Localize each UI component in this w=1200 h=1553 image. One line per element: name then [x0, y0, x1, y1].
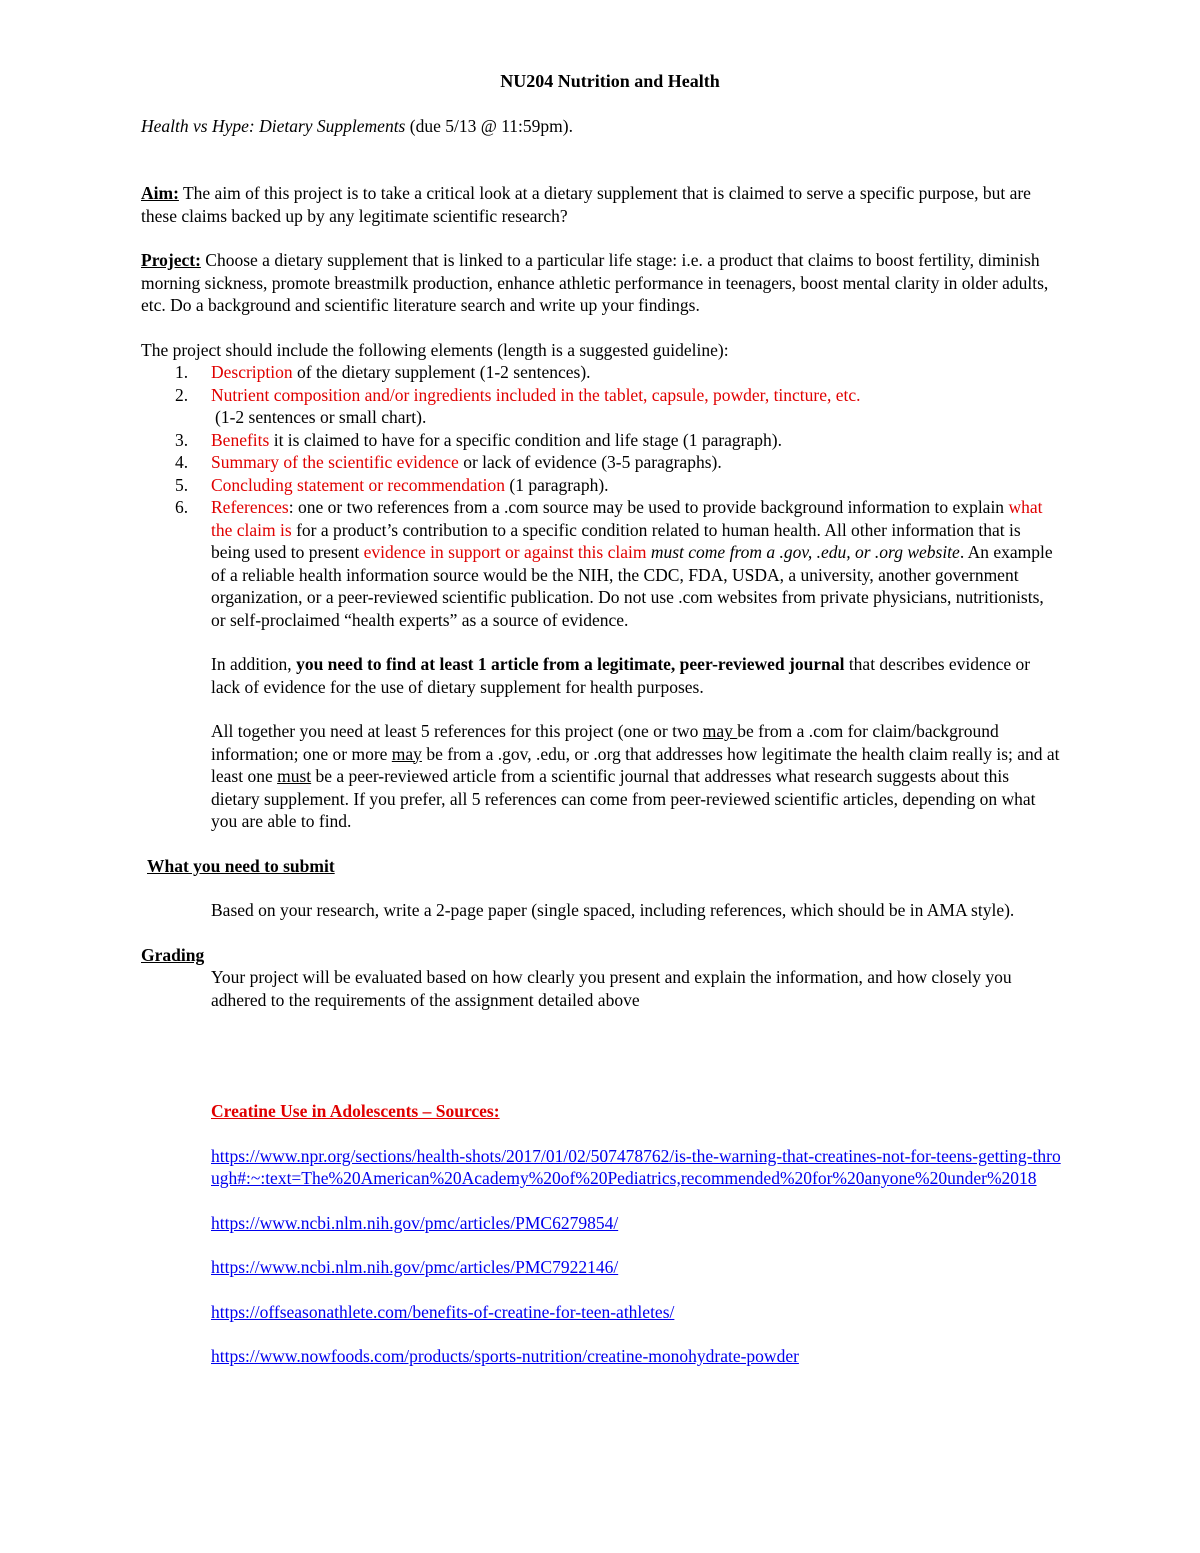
all-text-2: be from a .com for claim/background information; one or more: [211, 721, 999, 764]
project-label: Project:: [141, 250, 201, 270]
source-link-npr[interactable]: https://www.npr.org/sections/health-shots/2017/01/02/507478762/is-the-warning-that-creatines-not-for-teens-getting-through#:~:text=The%20American%20Academy%20of%20Pediatrics,recommended%20for%20anyone%20under%2018: [211, 1145, 1061, 1188]
addition-text-1: In addition,: [211, 654, 297, 674]
source-item: [211, 1301, 1061, 1324]
assignment-due: (due 5/13 @ 11:59pm).: [405, 115, 573, 136]
source-link-ncbi-2[interactable]: https://www.ncbi.nlm.nih.gov/pmc/articles/PMC7922146/: [211, 1257, 619, 1277]
aim-text: The aim of this project is to take a critical look at a dietary supplement that is claimed to serve a specific purpose, but are these claims backed up by any legitimate scientific research?: [141, 183, 1031, 226]
references-italic-requirement: must come from a .gov, .edu, or .org website: [646, 542, 960, 562]
item-text: or lack of evidence (3-5 paragraphs).: [458, 452, 722, 472]
source-link-offseason[interactable]: https://offseasonathlete.com/benefits-of-creatine-for-teen-athletes/: [211, 1301, 675, 1322]
item-text: of the dietary supplement (1-2 sentences).: [292, 362, 591, 382]
item-number: 4.: [175, 452, 189, 472]
list-item: [141, 474, 1061, 497]
document-title: NU204 Nutrition and Health: [500, 71, 720, 91]
sources-title: Creatine Use in Adolescents – Sources:: [211, 1101, 500, 1121]
aim-label: Aim:: [141, 183, 179, 203]
references-evidence-highlight: evidence in support or against this claim: [363, 542, 647, 562]
item-number: 1.: [175, 362, 189, 382]
submit-heading: What you need to submit: [147, 855, 335, 876]
source-item: [211, 1256, 1061, 1279]
item-keyword: Concluding statement or recommendation: [211, 474, 506, 495]
source-item: [211, 1345, 1061, 1368]
list-item: [141, 429, 1061, 452]
references-text-3: . An example of a reliable health information source would be the NIH, the CDC, FDA, USDA, a university, another government organization, or a peer-reviewed scientific publication. Do not use .com websites from private physicians, nutritionists, or self-proclaimed “health experts” as a source of evidence.: [211, 542, 1053, 630]
source-item: [211, 1145, 1061, 1190]
item-text: (1-2 sentences or small chart).: [215, 407, 427, 427]
addition-paragraph: [211, 653, 1061, 698]
item-number: 6.: [175, 497, 189, 517]
source-item: [211, 1212, 1061, 1235]
sources-section: [141, 1100, 1061, 1368]
grading-text: Your project will be evaluated based on how clearly you present and explain the information, and how closely you adhered to the requirements of the assignment detailed above: [211, 967, 1012, 1010]
addition-bold: you need to find at least 1 article from a legitimate, peer-reviewed journal: [296, 654, 845, 674]
assignment-line: [141, 115, 1061, 138]
references-text-2: for a product’s contribution to a specific condition related to human health. All other information that is being used to present: [211, 519, 1021, 562]
all-underline-may-1: may: [702, 721, 738, 741]
item-keyword: Summary of the scientific evidence: [211, 452, 459, 472]
all-text-4: be a peer-reviewed article from a scientific journal that addresses what research suggests about this dietary supplement. If you prefer, all 5 references can come from peer-reviewed scientific articles, depending on what you are able to find.: [211, 766, 1036, 831]
references-claim-highlight: what the claim is: [211, 497, 1043, 540]
project-text: Choose a dietary supplement that is linked to a particular life stage: i.e. a product that claims to boost fertility, diminish morning sickness, promote breastmilk production, enhance athletic performance in teenagers, boost mental clarity in older adults, etc. Do a background and scientific literature search and write up your findings.: [141, 250, 1049, 315]
submit-text: Based on your research, write a 2-page paper (single spaced, including references, which should be in AMA style).: [211, 900, 1015, 920]
list-item: [141, 361, 1061, 384]
project-paragraph: [141, 249, 1061, 317]
assignment-title: Health vs Hype: Dietary Supplements: [141, 115, 406, 136]
all-text-3: be from a .gov, .edu, or .org that addresses how legitimate the health claim really is; and at least one: [211, 743, 1060, 786]
document-page: [141, 70, 1061, 1368]
item-number: 2.: [175, 384, 189, 405]
list-item-references: [141, 496, 1061, 833]
item-keyword: Benefits: [211, 429, 270, 450]
item-keyword: Nutrient composition and/or ingredients included in the tablet, capsule, powder, tincture, etc.: [211, 384, 861, 405]
item-number: 3.: [175, 429, 189, 450]
item-text: (1 paragraph).: [505, 474, 609, 495]
aim-paragraph: [141, 182, 1061, 227]
list-item: [141, 451, 1061, 474]
requirements-list: [141, 361, 1061, 833]
references-paragraph: [211, 496, 1061, 631]
item-keyword: Description: [211, 362, 293, 382]
all-underline-may-2: may: [391, 743, 422, 764]
source-link-nowfoods[interactable]: https://www.nowfoods.com/products/sports-nutrition/creatine-monohydrate-powder: [211, 1346, 799, 1366]
list-item: [141, 384, 1061, 429]
references-text-1: : one or two references from a .com source may be used to provide background information to explain: [288, 497, 1009, 517]
references-label: References: [211, 497, 289, 517]
all-together-paragraph: [211, 720, 1061, 833]
elements-intro: The project should include the following elements (length is a suggested guideline):: [141, 339, 729, 360]
all-underline-must: must: [277, 766, 312, 786]
addition-text-2: that describes evidence or lack of evidence for the use of dietary supplement for health purposes.: [211, 654, 1031, 697]
item-number: 5.: [175, 474, 189, 495]
source-link-ncbi-1[interactable]: https://www.ncbi.nlm.nih.gov/pmc/articles/PMC6279854/: [211, 1212, 619, 1233]
item-text: it is claimed to have for a specific condition and life stage (1 paragraph).: [269, 429, 782, 450]
grading-heading: Grading: [141, 944, 205, 965]
all-text-1: All together you need at least 5 references for this project (one or two: [211, 721, 703, 741]
